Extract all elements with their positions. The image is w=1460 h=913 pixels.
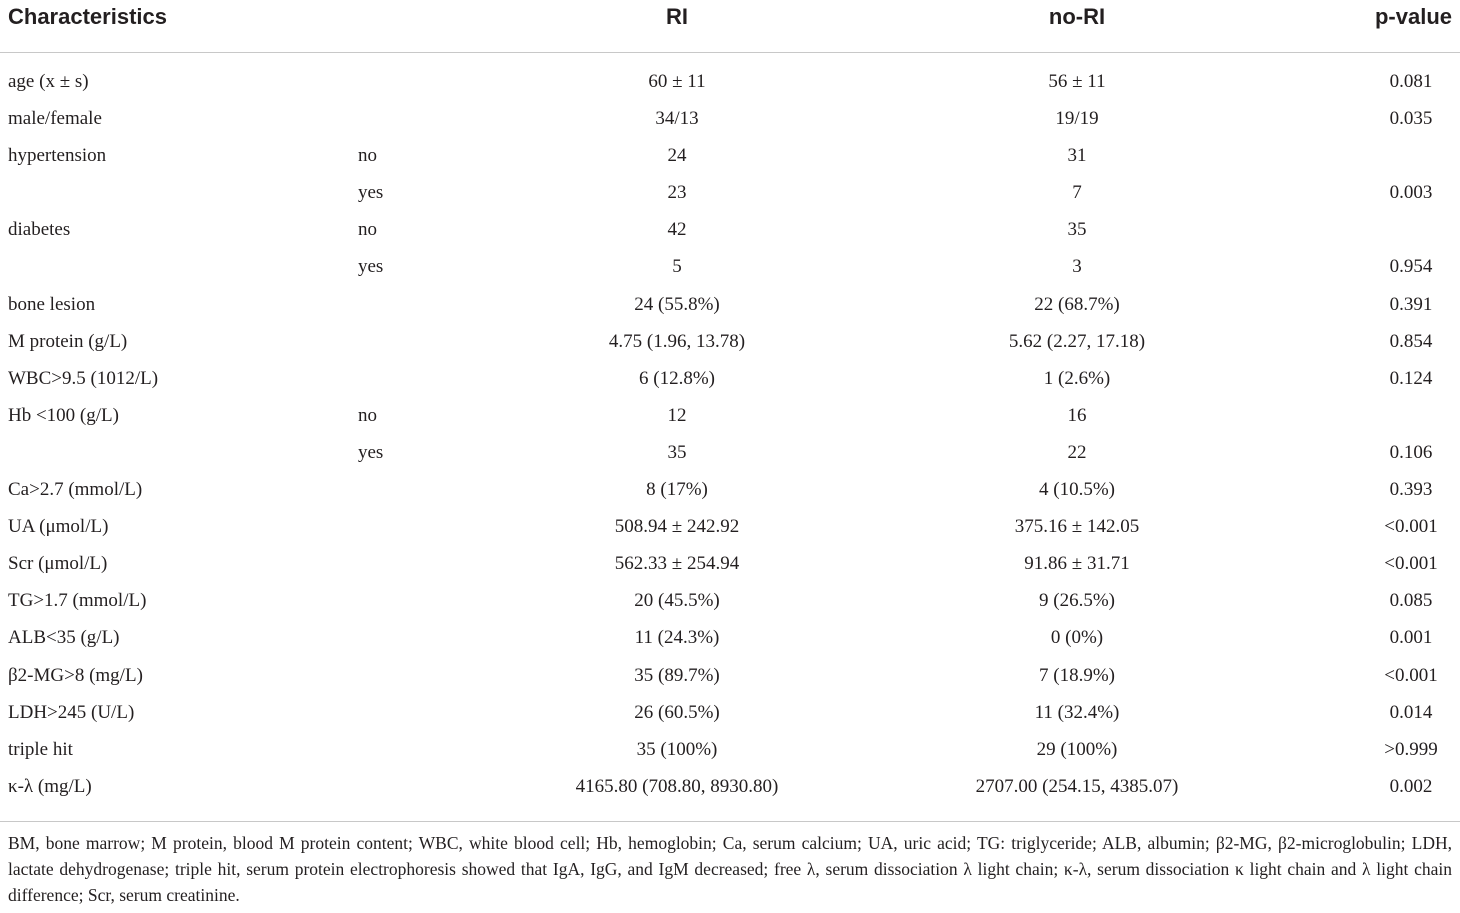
table-row xyxy=(0,735,1460,772)
table-row xyxy=(0,178,1460,215)
cell-no-ri: 19/19 xyxy=(1055,108,1099,130)
row-sub-label: yes xyxy=(358,441,384,463)
table-row xyxy=(0,698,1460,735)
cell-no-ri: 31 xyxy=(1067,145,1087,167)
cell-ri: 24 (55.8%) xyxy=(634,293,720,315)
table-bottom-divider xyxy=(0,821,1460,822)
table-row xyxy=(0,623,1460,660)
cell-no-ri: 91.86 ± 31.71 xyxy=(1024,553,1130,575)
cell-no-ri: 22 (68.7%) xyxy=(1034,293,1120,315)
header-p-value: p-value xyxy=(1374,4,1452,29)
row-label: triple hit xyxy=(8,738,73,760)
row-sub-label: no xyxy=(358,404,377,426)
cell-ri: 8 (17%) xyxy=(646,479,708,501)
row-label: male/female xyxy=(8,108,102,130)
cell-ri: 35 xyxy=(667,441,687,463)
cell-ri: 23 xyxy=(667,182,687,204)
row-label: Ca>2.7 (mmol/L) xyxy=(8,479,143,501)
cell-ri: 35 (89.7%) xyxy=(634,664,720,686)
row-label: κ-λ (mg/L) xyxy=(8,775,92,797)
cell-p-value: 0.391 xyxy=(1389,293,1433,315)
cell-no-ri: 1 (2.6%) xyxy=(1043,367,1111,389)
cell-ri: 35 (100%) xyxy=(636,738,718,760)
cell-no-ri: 7 xyxy=(1072,182,1082,204)
row-label: WBC>9.5 (1012/L) xyxy=(8,367,159,389)
cell-ri: 6 (12.8%) xyxy=(639,367,715,389)
row-label: Scr (μmol/L) xyxy=(8,553,108,575)
cell-ri: 508.94 ± 242.92 xyxy=(614,516,740,538)
cell-p-value: 0.106 xyxy=(1389,441,1433,463)
cell-p-value: 0.003 xyxy=(1389,182,1433,204)
cell-p-value: <0.001 xyxy=(1384,553,1438,575)
cell-no-ri: 9 (26.5%) xyxy=(1039,590,1115,612)
table-row xyxy=(0,475,1460,512)
table-row xyxy=(0,512,1460,549)
cell-ri: 60 ± 11 xyxy=(648,71,706,92)
row-label: ALB<35 (g/L) xyxy=(8,627,120,649)
cell-ri: 24 xyxy=(667,145,687,167)
row-sub-label: no xyxy=(358,219,377,241)
cell-p-value: 0.854 xyxy=(1389,330,1433,352)
header-characteristics: Characteristics xyxy=(8,4,167,29)
row-label: β2-MG>8 (mg/L) xyxy=(8,664,143,686)
row-label: bone lesion xyxy=(8,293,96,315)
cell-p-value: 0.085 xyxy=(1389,590,1433,612)
cell-p-value: 0.124 xyxy=(1389,367,1433,389)
cell-ri: 4.75 (1.96, 13.78) xyxy=(608,330,746,352)
table-body xyxy=(0,53,1460,809)
row-label: Hb <100 (g/L) xyxy=(8,404,119,426)
header-ri: RI xyxy=(666,4,688,29)
table-row xyxy=(0,67,1460,104)
cell-no-ri: 35 xyxy=(1067,219,1087,241)
cell-p-value: 0.081 xyxy=(1389,71,1433,92)
cell-no-ri: 7 (18.9%) xyxy=(1039,664,1115,686)
cell-ri: 5 xyxy=(672,256,682,278)
table-row xyxy=(0,586,1460,623)
table-row xyxy=(0,327,1460,364)
cell-p-value: 0.014 xyxy=(1389,701,1433,723)
table-row xyxy=(0,141,1460,178)
cell-p-value: <0.001 xyxy=(1384,516,1438,538)
cell-ri: 26 (60.5%) xyxy=(634,701,720,723)
row-label: TG>1.7 (mmol/L) xyxy=(8,590,147,612)
table-row xyxy=(0,772,1460,809)
cell-ri: 42 xyxy=(667,219,687,241)
header-no-ri: no-RI xyxy=(1048,4,1106,29)
row-label: hypertension xyxy=(8,145,107,167)
cell-p-value: 0.002 xyxy=(1389,775,1433,797)
cell-no-ri: 3 xyxy=(1072,256,1082,278)
table-header xyxy=(0,0,1460,53)
row-sub-label: yes xyxy=(358,182,384,204)
cell-no-ri: 2707.00 (254.15, 4385.07) xyxy=(975,775,1179,797)
row-label: age (x ± s) xyxy=(8,71,89,92)
cell-p-value: 0.001 xyxy=(1389,627,1433,649)
cell-no-ri: 16 xyxy=(1067,404,1087,426)
cell-no-ri: 0 (0%) xyxy=(1050,627,1104,649)
row-sub-label: no xyxy=(358,145,377,167)
cell-p-value: 0.954 xyxy=(1389,256,1433,278)
cell-no-ri: 4 (10.5%) xyxy=(1039,479,1115,501)
cell-p-value: <0.001 xyxy=(1384,664,1438,686)
cell-no-ri: 56 ± 11 xyxy=(1048,71,1106,92)
table-row xyxy=(0,549,1460,586)
table-row xyxy=(0,215,1460,252)
cell-no-ri: 11 (32.4%) xyxy=(1034,701,1120,723)
row-label: UA (μmol/L) xyxy=(8,516,109,538)
table-row xyxy=(0,401,1460,438)
row-label: diabetes xyxy=(8,219,71,241)
cell-no-ri: 22 xyxy=(1067,441,1087,463)
row-label: M protein (g/L) xyxy=(8,330,128,352)
table-row xyxy=(0,661,1460,698)
cell-no-ri: 375.16 ± 142.05 xyxy=(1014,516,1140,538)
cell-ri: 34/13 xyxy=(655,108,699,130)
table-row xyxy=(0,290,1460,327)
table-row xyxy=(0,438,1460,475)
table-row xyxy=(0,104,1460,141)
row-sub-label: yes xyxy=(358,256,384,278)
cell-p-value: >0.999 xyxy=(1384,738,1438,760)
cell-p-value: 0.393 xyxy=(1389,479,1433,501)
cell-p-value: 0.035 xyxy=(1389,108,1433,130)
table-row xyxy=(0,364,1460,401)
row-label: LDH>245 (U/L) xyxy=(8,701,135,723)
cell-ri: 11 (24.3%) xyxy=(634,627,720,649)
cell-ri: 20 (45.5%) xyxy=(634,590,720,612)
cell-ri: 4165.80 (708.80, 8930.80) xyxy=(575,775,779,797)
cell-no-ri: 29 (100%) xyxy=(1036,738,1118,760)
table-footnote: BM, bone marrow; M protein, blood M protein content; WBC, white blood cell; Hb, hemoglobin; Ca, serum calcium; UA, uric acid; TG: triglyceride; ALB, albumin; β2-MG, β2-microglobulin; LDH, lactate dehydrogenase; triple hit, serum protein electrophoresis showed that IgA, IgG, and IgM decreased; free λ, serum dissociation λ light chain; κ-λ, serum dissociation κ light chain and λ light chain difference; Scr, serum creatinine. xyxy=(8,833,1452,905)
cell-ri: 562.33 ± 254.94 xyxy=(614,553,740,575)
cell-ri: 12 xyxy=(667,404,687,426)
table-row xyxy=(0,252,1460,289)
cell-no-ri: 5.62 (2.27, 17.18) xyxy=(1008,330,1146,352)
